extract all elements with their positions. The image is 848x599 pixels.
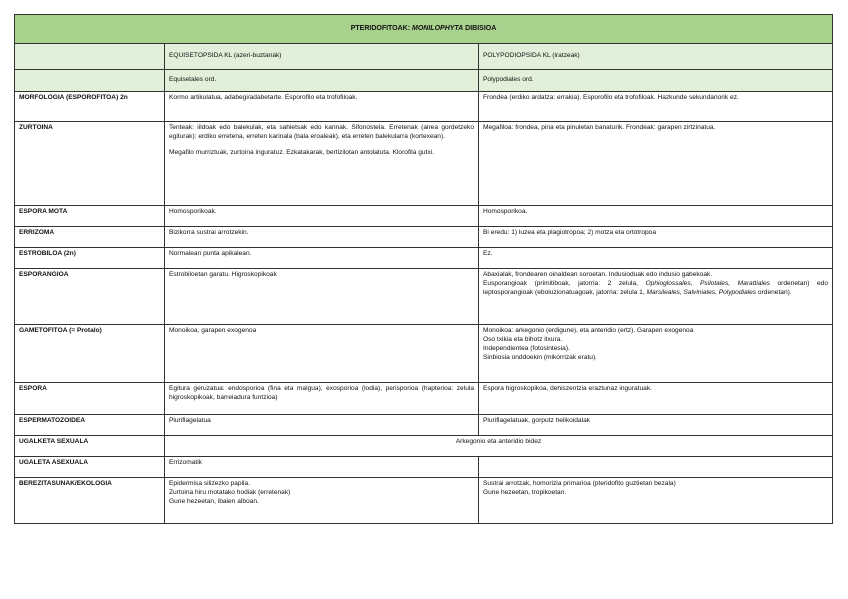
cell-text: Gune hezeetan, ibaien alboan.: [169, 497, 259, 505]
class-polypodiopsida: POLYPODIOPSIDA KL (iratzeak): [479, 44, 833, 70]
cell-text: Abaxialak, frondearen oinaldean soroetan. Indusioduak edo indusio gabekoak.: [483, 271, 713, 278]
cell: Errizomatik: [165, 457, 479, 478]
table-row: [15, 478, 833, 524]
title-row: [15, 15, 833, 44]
cell: Frondea (erdiko ardatza: errakia). Esporofilo eta trofofiloak. Hazkunde sekundariorik ez.: [479, 92, 833, 122]
table-row: [15, 325, 833, 383]
table-row: [15, 457, 833, 478]
corner-cell: [15, 70, 165, 92]
table-row: [15, 436, 833, 457]
cell: Bi eredu: 1) luzea eta plagiotropoa; 2) motza eta ortotropoa: [479, 227, 833, 248]
table-row: [15, 383, 833, 415]
cell-text: Eusporangioak (primitiboak, jatorria: 2 zelula, Ophioglossales, Psilotales, Marattiales ordenetan) edo leptosporangioak (eboluzionatuagoak, jatorria: zelula 1, Marsileales, Salviniales, Polypodiales ordenetan).: [483, 279, 828, 296]
cell-text: Tenteak: iildoak edo balekulak, eta sahietsak edo karinak. Sifonostela. Erretenak (airea gordetzeko egiturak): erdiko erretena, erreten karinala (bala eroaleak), eta erreten balekularra (kortexean).: [169, 124, 474, 140]
order-header-row: [15, 70, 833, 92]
cell-text: Zurtoina hiru motatako hodiak (erretenak): [169, 488, 291, 496]
cell: [479, 478, 833, 524]
row-label: UGALETA ASEXUALA: [15, 457, 165, 478]
table-title: PTERIDOFITOAK: MONILOPHYTA DIBISIOA: [15, 15, 833, 44]
row-label: ERRIZOMA: [15, 227, 165, 248]
table-row: [15, 415, 833, 436]
table-row: [15, 248, 833, 269]
class-equisetopsida: EQUISETOPSIDA KL (azeri-buztanak): [165, 44, 479, 70]
cell-text: Megafilo murriztuak, zurtoina inguratuz. Ezkatakarak, bertizilotan antolatuta. Klorofila gutxi.: [169, 148, 434, 156]
order-polypodiales: Polypodiales ord.: [479, 70, 833, 92]
table-row: [15, 227, 833, 248]
cell: [165, 122, 479, 206]
table-row: [15, 92, 833, 122]
cell: Espora higroskopikoa, dehiszentzia eraztunaz inguratuak.: [479, 383, 833, 415]
row-label: MORFOLOGIA (ESPOROFITOA) 2n: [15, 92, 165, 122]
cell: Arkegonio eta anteridio bidez: [165, 436, 833, 457]
cell-text: Sinbiosia onddoekin (mikorrizak eratu).: [483, 353, 597, 361]
cell: Homosporikoa.: [479, 206, 833, 227]
cell: [479, 325, 833, 383]
cell: Pluriflagelatua: [165, 415, 479, 436]
cell: [479, 457, 833, 478]
cell-text: Sustrai arrotzak, homorizia primarioa (pteridofito guztietan bezala): [483, 480, 676, 487]
row-label: ZURTOINA: [15, 122, 165, 206]
cell: Homosporikoak.: [165, 206, 479, 227]
table-row: [15, 269, 833, 325]
cell: Egitura geruzatua: endosporioa (fina eta malgua), exosporioa (lodia), perisporioa (hapterioa: zelula higroskopikoak, barreiadura funtzioa): [165, 383, 479, 415]
row-label: ESPORA: [15, 383, 165, 415]
row-label: ESTROBILOA (2n): [15, 248, 165, 269]
cell-text: Epidermisa silizezko papila.: [169, 480, 250, 487]
row-label: BEREZITASUNAK/EKOLOGIA: [15, 478, 165, 524]
cell: Megafiloa: frondea, pina eta pinuletan banaturik. Frondeak: garapen zirtzinatua.: [479, 122, 833, 206]
row-label: GAMETOFITOA (= Protalo): [15, 325, 165, 383]
cell-text: Oso txikia eta bihotz itxura.: [483, 335, 563, 343]
cell: Kormo artikulatua, adabegi/adabetarte. Esporofilo eta trofofiloak.: [165, 92, 479, 122]
order-equisetales: Equisetales ord.: [165, 70, 479, 92]
cell-text: Gune hezeetan, tropikoetan.: [483, 488, 567, 496]
cell: Estrobiloetan garatu. Higroskopikoak: [165, 269, 479, 325]
cell-text: Monoikoa: arkegonio (erdigune), eta anteridio (ertz). Garapen exogenoa: [483, 327, 694, 334]
class-header-row: [15, 44, 833, 70]
taxonomy-table: [14, 14, 833, 524]
row-label: UGALKETA SEXUALA: [15, 436, 165, 457]
cell: Bizikorra sustrai arrotzekin.: [165, 227, 479, 248]
cell-text: Independientea (fotosintesia).: [483, 344, 570, 352]
table-row: [15, 122, 833, 206]
row-label: ESPERMATOZOIDEA: [15, 415, 165, 436]
corner-cell: [15, 44, 165, 70]
table-row: [15, 206, 833, 227]
row-label: ESPORA MOTA: [15, 206, 165, 227]
row-label: ESPORANGIOA: [15, 269, 165, 325]
cell: Pluriflagelatuak, gorputz helikoidalak: [479, 415, 833, 436]
cell: Normalean punta apikalean.: [165, 248, 479, 269]
cell: [165, 478, 479, 524]
cell: Monoikoa, garapen exogenoa: [165, 325, 479, 383]
cell: Ez.: [479, 248, 833, 269]
cell: [479, 269, 833, 325]
